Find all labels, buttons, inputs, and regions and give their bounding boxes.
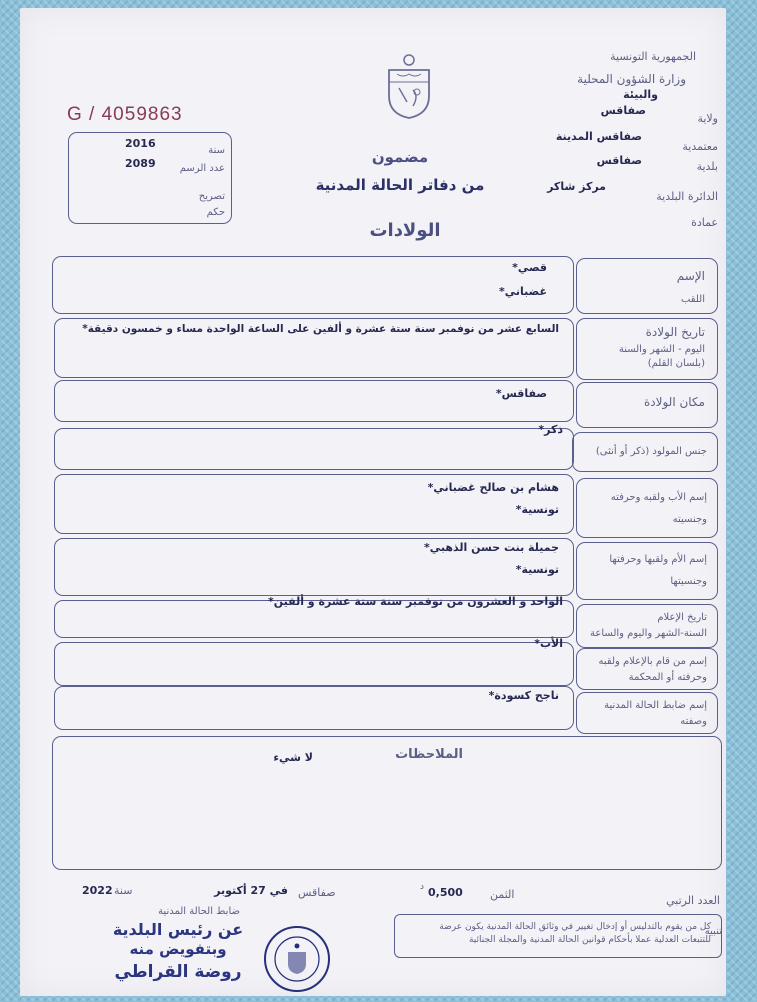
field-father-label: إسم الأب ولقبه وحرفته	[610, 492, 707, 503]
field-name-value: قصي*	[512, 261, 547, 274]
field-declarant-value: الأب*	[534, 637, 563, 650]
header-value-delegation: صفاقس المدينة	[555, 130, 642, 143]
header-value-district: مركز شاكر	[547, 180, 606, 193]
field-mother-nationality: تونسية*	[515, 563, 559, 576]
official-stamp-icon	[264, 926, 330, 992]
header-label-district: الدائرة البلدية	[656, 190, 718, 203]
field-officer-label-box	[576, 692, 718, 734]
field-birthdate-label-3: (بلسان القلم)	[647, 358, 705, 369]
republic-label: الجمهورية التونسية	[610, 50, 696, 63]
field-declarant-label-2: وحرفته أو المحكمة	[628, 672, 707, 683]
year-value: 2016	[125, 137, 156, 150]
field-sex-value: ذكر*	[538, 423, 563, 436]
field-birthdate-label-box	[576, 318, 718, 380]
field-declarant-value-box	[54, 637, 574, 686]
ministry-label-2: والبيئة	[623, 88, 658, 101]
place-label: صفاقس	[298, 886, 336, 899]
header-label-delegation: معتمدية	[682, 140, 718, 153]
field-declarant-label: إسم من قام بالإعلام ولقبه	[598, 656, 707, 667]
field-declaration-date-label-box	[576, 604, 718, 648]
birth-certificate-document	[20, 8, 726, 996]
signature-line-3: روضة القراطي	[114, 962, 242, 982]
header-value-wilaya: صفاقس	[600, 104, 646, 117]
declaration-label: تصريح	[198, 191, 225, 202]
field-declaration-date-label: تاريخ الإعلام	[657, 612, 707, 623]
field-name-label: الإسم	[676, 269, 705, 283]
field-declarant-label-box	[576, 648, 718, 690]
record-number-value: 2089	[125, 157, 156, 170]
remarks-label: الملاحظات	[395, 747, 463, 762]
signature-line-1: عن رئيس البلدية	[112, 920, 244, 939]
field-sex-label-box	[572, 432, 718, 472]
header-label-municipality: بلدية	[696, 160, 718, 173]
field-birthplace-label-box	[576, 382, 718, 428]
officer-title-label: ضابط الحالة المدنية	[158, 906, 240, 917]
price-unit: د	[420, 882, 425, 892]
field-mother-label: إسم الأم ولقبها وحرفتها	[609, 554, 707, 565]
warning-text: كل من يقوم بالتدليس أو إدخال تغيير في وثائق الحالة المدنية يكون عرضة للتتبعات العدلية عملا بأحكام قوانين الحالة المدنية والمجلة الجنائية	[439, 922, 711, 945]
field-father-nationality: تونسية*	[515, 503, 559, 516]
field-sex-value-box	[54, 423, 574, 470]
field-officer-value-box	[54, 686, 574, 730]
field-birthdate-label: تاريخ الولادة	[645, 325, 705, 339]
field-father-label-box	[576, 478, 718, 538]
field-mother-value-box	[54, 538, 574, 596]
header-label-wilaya: ولاية	[697, 112, 718, 125]
title-line-2: من دفاتر الحالة المدنية	[315, 176, 485, 194]
field-birthdate-value-box	[54, 318, 574, 378]
signature-line-2: وبتفويض منه	[129, 940, 227, 958]
field-father-value: هشام بن صالح غضباني*	[427, 481, 559, 494]
field-birthplace-value: صفاقس*	[495, 387, 547, 400]
tunisia-emblem-icon	[383, 52, 435, 120]
price-label: الثمن	[490, 888, 515, 901]
year-label: سنة	[208, 145, 225, 156]
year-footer-value: 2022	[82, 884, 113, 897]
year-footer-label: سنة	[114, 884, 133, 897]
field-officer-label: إسم ضابط الحالة المدنية	[604, 700, 707, 711]
field-birthplace-label: مكان الولادة	[643, 395, 705, 409]
record-number-label: عدد الرسم	[179, 163, 225, 174]
date-value: في 27 أكتوبر	[214, 884, 288, 897]
field-mother-label-box	[576, 542, 718, 600]
remarks-value: لا شيء	[273, 751, 313, 764]
header-label-omda: عمادة	[691, 216, 718, 229]
judgement-label: حكم	[206, 207, 225, 218]
field-officer-label-2: وصفته	[680, 716, 707, 727]
field-declaration-date-value: الواحد و العشرون من نوفمبر سنة ستة عشرة و ألفين*	[268, 595, 563, 608]
field-surname-value: غضباني*	[499, 285, 547, 298]
record-number-box	[68, 132, 232, 224]
field-birthdate-value: السابع عشر من نوفمبر سنة ستة عشرة و ألفين على الساعة الواحدة مساء و خمسون دقيقة*	[82, 323, 559, 335]
serial-number: G / 4059863	[67, 104, 183, 125]
field-birthplace-value-box	[54, 380, 574, 422]
field-mother-value: جميلة بنت حسن الذهبي*	[424, 541, 559, 554]
field-surname-label: اللقب	[680, 294, 705, 305]
field-name-label-box	[576, 258, 718, 314]
title-line-1: مضمون	[371, 148, 429, 166]
field-declaration-date-label-2: السنة-الشهر واليوم والساعة	[590, 628, 707, 639]
field-mother-label-2: وجنسيتها	[670, 576, 707, 587]
field-birthdate-label-2: اليوم - الشهر والسنة	[618, 344, 705, 355]
field-name-value-box	[52, 256, 574, 314]
warning-box	[394, 914, 722, 958]
title-births: الولادات	[369, 220, 441, 241]
ministry-label: وزارة الشؤون المحلية	[577, 72, 686, 86]
field-officer-value: ناجح كسودة*	[488, 689, 559, 702]
field-father-label-2: وجنسيته	[672, 514, 707, 525]
field-declaration-date-value-box	[54, 595, 574, 638]
warning-label: تنبيه	[704, 926, 722, 937]
price-value: 0,500	[428, 886, 463, 899]
field-sex-label: جنس المولود (ذكر أو أنثى)	[595, 446, 707, 457]
header-value-municipality: صفاقس	[596, 154, 642, 167]
remarks-box	[52, 736, 722, 870]
field-father-value-box	[54, 474, 574, 534]
serial-order-label: العدد الرتبي	[666, 894, 720, 907]
